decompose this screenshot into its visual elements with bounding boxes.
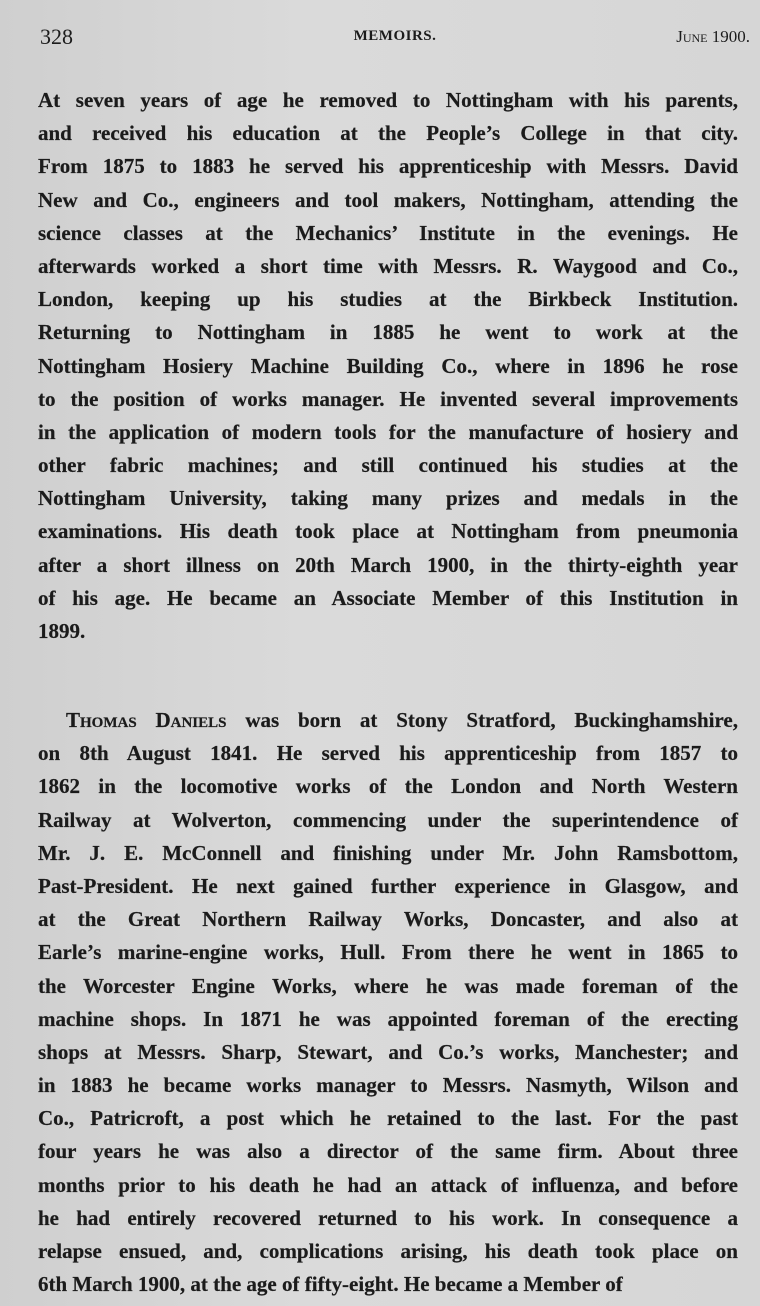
text-line	[38, 482, 738, 515]
line-text: he had entirely recovered returned to his work. In consequence a	[38, 1205, 738, 1230]
text-line	[38, 903, 738, 936]
page-number: 328	[40, 24, 73, 49]
text-line	[38, 704, 738, 737]
text-line	[38, 283, 738, 316]
line-text: the Worcester Engine Works, where he was made foreman of the	[38, 973, 738, 998]
line-text: Mr. J. E. McConnell and finishing under Mr. John Ramsbottom,	[38, 840, 738, 865]
text-line	[38, 737, 738, 770]
line-text: Returning to Nottingham in 1885 he went to work at the	[38, 320, 738, 345]
text-line	[38, 515, 738, 548]
line-text: 6th March 1900, at the age of fifty-eight. He became a Member of	[38, 1272, 623, 1297]
line-text: in the application of modern tools for the manufacture of hosiery and	[38, 419, 738, 444]
text-line	[38, 1169, 738, 1202]
line-text: New and Co., engineers and tool makers, Nottingham, attending the	[38, 187, 738, 212]
text-line	[38, 184, 738, 217]
line-text: and received his education at the People’s College in that city.	[38, 121, 738, 146]
text-line	[38, 582, 738, 615]
line-text: At seven years of age he removed to Nottingham with his parents,	[38, 88, 738, 112]
text-line	[38, 316, 738, 349]
line-text: at the Great Northern Railway Works, Doncaster, and also at	[38, 907, 738, 932]
line-text: four years he was also a director of the same firm. About three	[38, 1139, 738, 1164]
text-line	[38, 1069, 738, 1102]
line-text: Past-President. He next gained further experience in Glasgow, and	[38, 873, 738, 898]
text-line	[38, 150, 738, 183]
text-line	[38, 350, 738, 383]
text-line	[38, 383, 738, 416]
line-text: relapse ensued, and, complications arising, his death took place on	[38, 1239, 738, 1263]
text-line	[38, 549, 738, 582]
line-text: of his age. He became an Associate Member of this Institution in	[38, 585, 738, 610]
line-text: to the position of works manager. He invented several improvements	[38, 386, 738, 411]
text-line	[38, 250, 738, 283]
memoir-paragraph-1	[38, 84, 738, 648]
text-line	[38, 1102, 738, 1135]
text-line	[38, 870, 738, 903]
text-line	[38, 1235, 738, 1268]
line-text: in 1883 he became works manager to Messrs. Nasmyth, Wilson and	[38, 1073, 738, 1098]
text-line	[38, 615, 738, 648]
running-header	[40, 18, 750, 52]
line-text: shops at Messrs. Sharp, Stewart, and Co.’s works, Manchester; and	[38, 1039, 738, 1064]
text-line	[38, 970, 738, 1003]
line-text: Co., Patricroft, a post which he retained to the last. For the past	[38, 1106, 738, 1131]
line-text: Nottingham Hosiery Machine Building Co., where in 1896 he rose	[38, 353, 738, 378]
text-line	[38, 804, 738, 837]
line-text: 1899.	[38, 619, 86, 643]
text-line	[38, 936, 738, 969]
text-line	[38, 1202, 738, 1235]
text-line	[38, 1036, 738, 1069]
line-text: on 8th August 1841. He served his apprenticeship from 1857 to	[38, 741, 738, 766]
line-text: after a short illness on 20th March 1900, in the thirty-eighth year	[38, 552, 738, 577]
text-line	[38, 837, 738, 870]
person-name: Thomas Daniels	[66, 708, 227, 732]
line-text: other fabric machines; and still continued his studies at the	[38, 453, 738, 478]
line-text: months prior to his death he had an attack of influenza, and before	[38, 1172, 738, 1197]
line-text: machine shops. In 1871 he was appointed foreman of the erecting	[38, 1006, 738, 1031]
line-text: London, keeping up his studies at the Birkbeck Institution.	[38, 287, 738, 312]
text-line	[38, 770, 738, 803]
line-text: Nottingham University, taking many prizes and medals in the	[38, 486, 738, 511]
text-line	[38, 1003, 738, 1036]
line-text: examinations. His death took place at Nottingham from pneumonia	[38, 519, 738, 544]
text-line	[38, 1268, 738, 1301]
memoir-paragraph-thomas-daniels	[38, 704, 738, 1301]
line-text: From 1875 to 1883 he served his apprenticeship with Messrs. David	[38, 154, 738, 179]
line-text: was born at Stony Stratford, Buckinghamshire,	[245, 708, 738, 732]
text-line	[38, 1135, 738, 1168]
text-line	[38, 84, 738, 117]
line-text: Railway at Wolverton, commencing under the superintendence of	[38, 807, 738, 832]
text-line	[38, 217, 738, 250]
line-text: science classes at the Mechanics’ Institute in the evenings. He	[38, 220, 738, 245]
section-title: MEMOIRS.	[353, 28, 437, 44]
text-line	[38, 416, 738, 449]
text-line	[38, 117, 738, 150]
line-text: Earle’s marine-engine works, Hull. From there he went in 1865 to	[38, 940, 738, 965]
text-line	[38, 449, 738, 482]
issue-date: June 1900.	[676, 27, 750, 46]
line-text: 1862 in the locomotive works of the London and North Western	[38, 774, 738, 799]
line-text: afterwards worked a short time with Messrs. R. Waygood and Co.,	[38, 253, 738, 278]
